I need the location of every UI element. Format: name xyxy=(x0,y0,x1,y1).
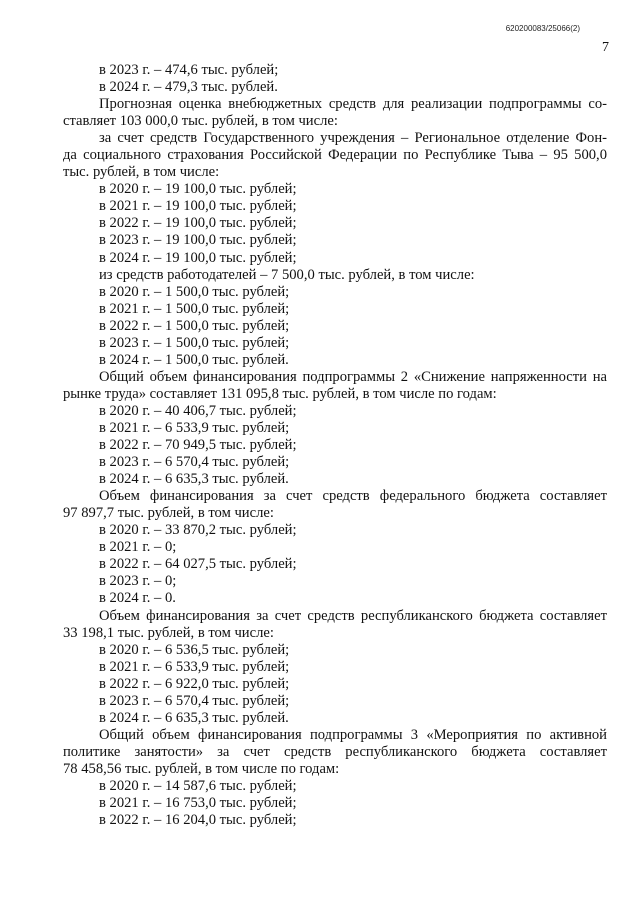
list-item: в 2020 г. – 1 500,0 тыс. рублей; xyxy=(99,283,290,300)
document-body xyxy=(63,62,607,829)
paragraph-line: Прогнозная оценка внебюджетных средств для реализации подпрограммы со- xyxy=(99,96,607,113)
list-item: в 2022 г. – 1 500,0 тыс. рублей; xyxy=(99,317,290,334)
list-item: в 2023 г. – 6 570,4 тыс. рублей; xyxy=(99,692,290,709)
list-item: в 2021 г. – 16 753,0 тыс. рублей; xyxy=(99,795,297,812)
paragraph-line: Общий объем финансирования подпрограммы 3 «Мероприятия по активной xyxy=(99,726,607,743)
paragraph-line: 97 897,7 тыс. рублей, в том числе: xyxy=(63,505,274,522)
list-item: в 2022 г. – 6 922,0 тыс. рублей; xyxy=(99,675,290,692)
list-item: в 2020 г. – 40 406,7 тыс. рублей; xyxy=(99,402,297,419)
list-item: в 2024 г. – 6 635,3 тыс. рублей. xyxy=(99,471,289,488)
list-item: в 2020 г. – 19 100,0 тыс. рублей; xyxy=(99,181,297,198)
list-item: в 2021 г. – 6 533,9 тыс. рублей; xyxy=(99,419,290,436)
list-item: в 2023 г. – 1 500,0 тыс. рублей; xyxy=(99,334,290,351)
list-item: в 2021 г. – 19 100,0 тыс. рублей; xyxy=(99,198,297,215)
paragraph-line: тыс. рублей, в том числе: xyxy=(63,164,220,181)
paragraph-line: 33 198,1 тыс. рублей, в том числе: xyxy=(63,624,274,641)
list-item: в 2022 г. – 64 027,5 тыс. рублей; xyxy=(99,556,297,573)
list-item: в 2022 г. – 70 949,5 тыс. рублей; xyxy=(99,437,297,454)
list-item: в 2020 г. – 14 587,6 тыс. рублей; xyxy=(99,777,297,794)
list-item: в 2022 г. – 19 100,0 тыс. рублей; xyxy=(99,215,297,232)
paragraph-line: да социального страхования Российской Федерации по Республике Тыва – 95 500,0 xyxy=(63,147,607,164)
list-item: в 2024 г. – 0. xyxy=(99,590,176,607)
paragraph-line: 78 458,56 тыс. рублей, в том числе по годам: xyxy=(63,760,340,777)
list-item: в 2024 г. – 19 100,0 тыс. рублей; xyxy=(99,249,297,266)
paragraph-line: рынке труда» составляет 131 095,8 тыс. рублей, в том числе по годам: xyxy=(63,385,497,402)
list-item: в 2021 г. – 1 500,0 тыс. рублей; xyxy=(99,300,290,317)
page-number: 7 xyxy=(602,40,609,55)
paragraph-line: Общий объем финансирования подпрограммы 2 «Снижение напряженности на xyxy=(99,368,607,385)
list-item: в 2023 г. – 19 100,0 тыс. рублей; xyxy=(99,232,297,249)
paragraph-line: за счет средств Государственного учреждения – Региональное отделение Фон- xyxy=(99,130,607,147)
list-item: в 2021 г. – 0; xyxy=(99,539,177,556)
paragraph-line: Объем финансирования за счет средств республиканского бюджета составляет xyxy=(99,607,607,624)
list-item: в 2022 г. – 16 204,0 тыс. рублей; xyxy=(99,812,297,829)
list-item: из средств работодателей – 7 500,0 тыс. рублей, в том числе: xyxy=(99,266,475,283)
document-id: 620200083/25066(2) xyxy=(505,24,580,33)
list-item: в 2023 г. – 474,6 тыс. рублей; xyxy=(99,62,279,78)
list-item: в 2024 г. – 6 635,3 тыс. рублей. xyxy=(99,709,289,726)
paragraph-line: ставляет 103 000,0 тыс. рублей, в том числе: xyxy=(63,113,338,130)
list-item: в 2020 г. – 33 870,2 тыс. рублей; xyxy=(99,522,297,539)
list-item: в 2021 г. – 6 533,9 тыс. рублей; xyxy=(99,658,290,675)
list-item: в 2023 г. – 6 570,4 тыс. рублей; xyxy=(99,454,290,471)
list-item: в 2024 г. – 479,3 тыс. рублей. xyxy=(99,79,278,96)
paragraph-line: политике занятости» за счет средств республиканского бюджета составляет xyxy=(63,743,607,760)
list-item: в 2024 г. – 1 500,0 тыс. рублей. xyxy=(99,351,289,368)
list-item: в 2023 г. – 0; xyxy=(99,573,177,590)
list-item: в 2020 г. – 6 536,5 тыс. рублей; xyxy=(99,641,290,658)
paragraph-line: Объем финансирования за счет средств федерального бюджета составляет xyxy=(99,488,607,505)
